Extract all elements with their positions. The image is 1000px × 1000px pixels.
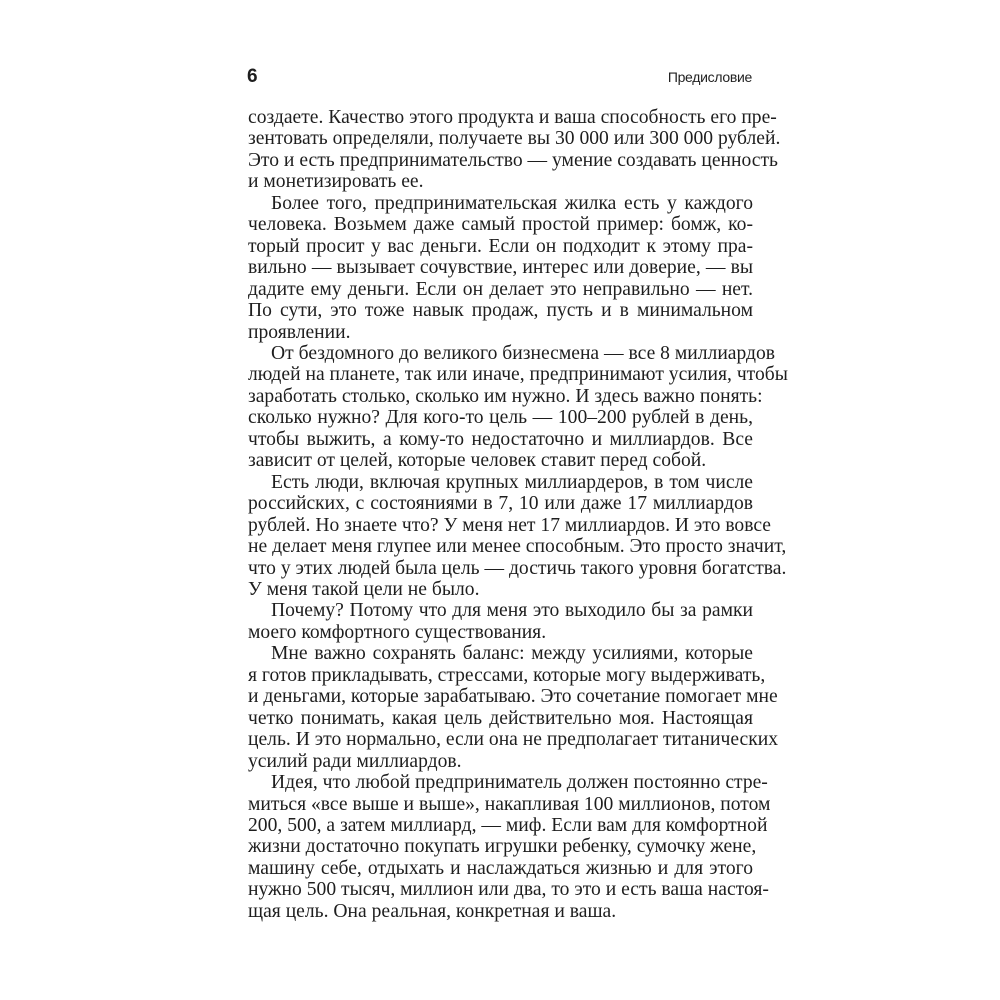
text-line: сколько нужно? Для кого-то цель — 100–200 рублей в день, [248,407,753,429]
text-line: четко понимать, какая цель действительно моя. Настоящая [248,707,753,729]
text-line: что у этих людей была цель — достичь такого уровня богатства. [248,557,787,579]
page-number: 6 [247,66,258,87]
text-line: проявлении. [248,321,351,343]
text-line: я готов прикладывать, стрессами, которые могу выдерживать, [248,664,766,686]
text-line: Мне важно сохранять баланс: между усилиями, которые [271,643,753,665]
text-line: Более того, предпринимательская жилка есть у каждого [271,192,753,214]
text-line: вильно — вызывает сочувствие, интерес или доверие, — вы [248,257,753,279]
text-line: 200, 500, а затем миллиард, — миф. Если вам для комфортной [248,814,768,836]
text-line: российских, с состояниями в 7, 10 или даже 17 миллиардов [248,493,753,515]
text-line: Идея, что любой предприниматель должен постоянно стре- [271,772,768,794]
text-line: не делает меня глупее или менее способным. Это просто значит, [248,536,787,558]
running-head: Предисловие [667,69,752,85]
body-text [248,107,788,922]
text-line: людей на планете, так или иначе, предпринимают усилия, чтобы [248,364,788,386]
text-line: усилий ради миллиардов. [248,750,462,772]
text-line: По сути, это тоже навык продаж, пусть и в минимальном [248,300,753,322]
text-line: машину себе, отдыхать и наслаждаться жизнью и для этого [248,857,753,879]
text-line: торый просит у вас деньги. Если он подходит к этому пра- [248,235,753,257]
text-line: чтобы выжить, а кому-то недостаточно и миллиардов. Все [248,428,753,450]
text-line: дадите ему деньги. Если он делает это неправильно — нет. [248,278,753,300]
text-line: щая цель. Она реальная, конкретная и ваша. [248,900,617,922]
text-line: зависит от целей, которые человек ставит перед собой. [248,450,707,472]
text-line: Есть люди, включая крупных миллиардеров, в том числе [271,471,753,493]
text-line: заработать столько, сколько им нужно. И здесь важно понять: [248,385,763,407]
text-line: зентовать определяли, получаете вы 30 000 или 300 000 рублей. [248,128,781,150]
text-line: человека. Возьмем даже самый простой пример: бомж, ко- [248,214,753,236]
text-line: жизни достаточно покупать игрушки ребенку, сумочку жене, [248,836,757,858]
text-line: нужно 500 тысяч, миллион или два, то это и есть ваша настоя- [248,879,769,901]
text-line: Это и есть предпринимательство — умение создавать ценность [248,149,778,171]
text-line: и деньгами, которые зарабатываю. Это сочетание помогает мне [248,686,778,708]
text-line: рублей. Но знаете что? У меня нет 17 миллиардов. И это вовсе [248,514,772,536]
text-line: У меня такой цели не было. [248,578,480,600]
text-line: цель. И это нормально, если она не предполагает титанических [248,729,778,751]
text-line: От бездомного до великого бизнесмена — все 8 миллиардов [271,342,776,364]
text-line: и монетизировать ее. [248,171,424,193]
text-line: создаете. Качество этого продукта и ваша способность его пре- [248,107,777,128]
text-line: миться «все выше и выше», накапливая 100 миллионов, потом [248,793,771,815]
text-line: Почему? Потому что для меня это выходило бы за рамки [271,600,753,622]
text-line: моего комфортного существования. [248,621,547,643]
